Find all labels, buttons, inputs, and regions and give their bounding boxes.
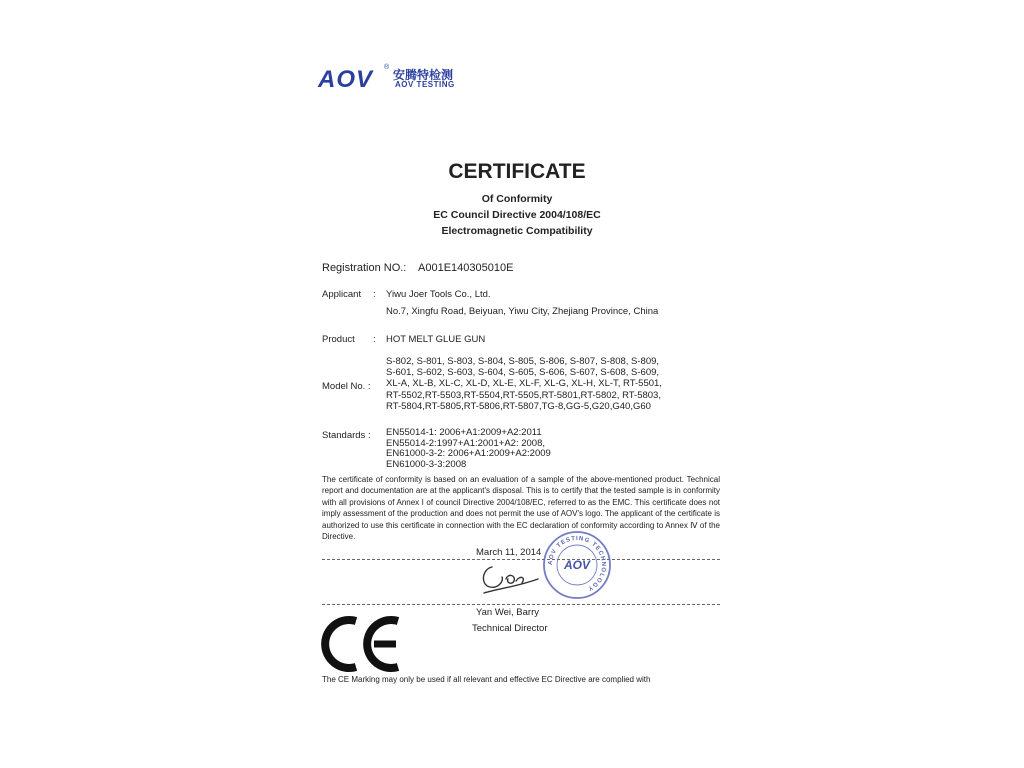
ce-footer-note: The CE Marking may only be used if all relevant and effective EC Directive are complied with [322,675,651,684]
standard-line: EN55014-2:1997+A1:2001+A2: 2008, [386,437,545,449]
ce-mark [318,615,408,673]
conformity-statement: The certificate of conformity is based on an evaluation of a sample of the above-mentioned product. Technical report and documentation are at the applicant's disposal. This is to certify that the tested sample is in conformity with all provisions of Annex I of council Directive 2004/108/EC, referred to as the EMC. This certificate does not imply assessment of the production and does not permit the use of AOV's logo. The applicant of the certificate is authorized to use this certificate in connection with the EC declaration of conformity according to Annex Ⅳ of the Directive. [322,475,720,542]
certificate-subtitle-1: Of Conformity [481,193,553,205]
standard-line: EN61000-3-3:2008 [386,458,467,470]
logo-registered-mark: ® [384,64,390,71]
logo-chinese-name: 安腾特检测 [393,68,454,82]
signature [476,559,546,595]
model-line: RT-5502,RT-5503,RT-5504,RT-5505,RT-5801,RT-5802, RT-5803, [386,389,661,401]
standard-line: EN61000-3-2: 2006+A1:2009+A2:2009 [386,448,551,459]
signatory-name: Yan Wei, Barry [476,607,540,618]
applicant-name: Yiwu Joer Tools Co., Ltd. [386,289,491,300]
registration-number: A001E140305010E [418,262,514,274]
registration-label: Registration NO.: [322,262,407,274]
model-line: S-802, S-801, S-803, S-804, S-805, S-806, S-807, S-808, S-809, [386,356,660,367]
divider-line [322,604,720,605]
model-list [386,356,662,412]
applicant-address: No.7, Xingfu Road, Beiyuan, Yiwu City, Zhejiang Province, China [386,306,659,317]
product-name: HOT MELT GLUE GUN [386,334,486,345]
company-seal [542,530,612,600]
logo-english-name: AOV TESTING [395,80,455,89]
standards-list [386,428,551,470]
applicant-separator: : [373,289,376,300]
certificate-subtitle-2: EC Council Directive 2004/108/EC [433,209,601,221]
issue-date: March 11, 2014 [476,547,542,558]
logo-brand: AOV [318,66,374,93]
standard-line: EN55014-1: 2006+A1:2009+A2:2011 [386,427,542,438]
certificate-subtitle-3: Electromagnetic Compatibility [441,225,593,237]
aov-logo [318,64,468,94]
signatory-title: Technical Director [472,623,548,634]
seal-ring-text: AOV TESTING TECHNOLOGY [547,535,607,592]
product-label: Product [322,334,355,345]
certificate-title: CERTIFICATE [448,160,586,183]
model-label: Model No. : [322,381,371,392]
standards-label: Standards : [322,430,371,441]
model-line: XL-A, XL-B, XL-C, XL-D, XL-E, XL-F, XL-G, XL-H, XL-T, RT-5501, [386,378,662,390]
applicant-label: Applicant [322,289,362,300]
seal-center-text: AOV [563,558,591,572]
model-line: RT-5804,RT-5805,RT-5806,RT-5807,TG-8,GG-5,G20,G40,G60 [386,400,651,412]
product-separator: : [373,334,376,345]
model-line: S-601, S-602, S-603, S-604, S-605, S-606, S-607, S-608, S-609, [386,367,660,379]
